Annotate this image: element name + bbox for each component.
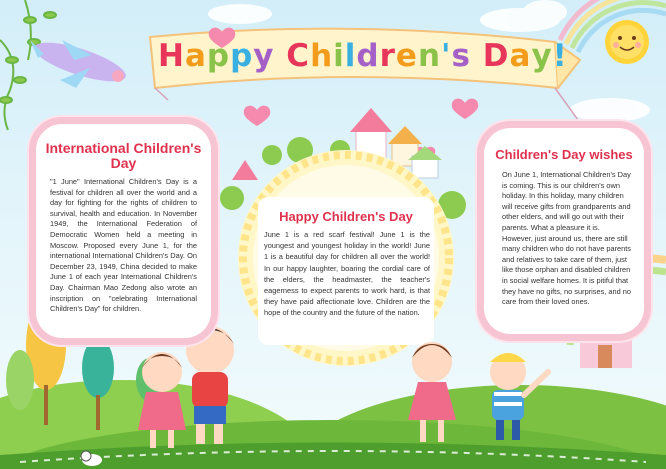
banner-letter: d (356, 38, 380, 74)
banner-letter: ! (552, 38, 568, 74)
vine-decoration (0, 0, 56, 130)
panel-title: Children's Day wishes (495, 147, 633, 162)
banner-letter (471, 38, 483, 74)
banner-letter (275, 38, 287, 74)
childrens-day-wishes-panel (484, 128, 644, 334)
banner-letter: p (206, 38, 231, 74)
panel-title: International Children's Day (45, 140, 202, 171)
banner-title (158, 38, 568, 74)
banner-letter: a (509, 38, 532, 74)
sun-icon (605, 20, 649, 64)
banner-letter: r (379, 38, 396, 74)
banner-letter: l (344, 38, 357, 74)
panel-body: On June 1, International Children's Day is coming. This is our children's own holiday. In this holiday, many children will receive gifts from grandparents and other elders, and will go out with their parents. What a pleasure it is. However, just around us, there are still many children who do not have parents and relatives to take care of them, just like those orphan and disabled children in social welfare homes. It is pitiful that they have no gifts, no surprises, and no care from their loved ones. (502, 170, 632, 307)
international-childrens-day-panel (36, 124, 211, 338)
center-body: June 1 is a red scarf festival! June 1 is the youngest and youngest holiday in the world! June 1 is a beautiful day for children all over the world! In our happy laughter, boaring the cordial care of the elders, the headmaster, the teacher's eagerness to expect parents to work hard, is that they have paid affectionate love. Children are the hope of the country and the future of the nation. (264, 230, 430, 318)
banner-letter: e (395, 38, 418, 74)
banner-letter: H (158, 38, 185, 74)
banner-letter: D (482, 38, 510, 74)
panel-body: "1 June" International Children's Day is a festival for children all over the world and a day for fighting for the rights of children to survival, health and education. In November 1949, the International Federation of Democratic Women held a meeting in Moscow. Proposed every June 1, for the international International Children's Day. On December 23, 1949, China decided to make June 1 of each year International Children's Day. Chairman Mao Zedong also wrote an inscription on "celebrating International Children's Day" for children. (50, 177, 197, 314)
center-title: Happy Children's Day (279, 209, 413, 224)
banner-letter: C (286, 38, 311, 74)
banner-letter: y (531, 38, 553, 74)
airplane-icon (30, 35, 130, 89)
banner-letter: p (230, 38, 254, 74)
banner-letter: ' (441, 38, 452, 74)
banner-letter: i (333, 38, 345, 74)
banner-letter: s (451, 38, 471, 74)
banner-letter: h (310, 38, 334, 74)
banner-letter: y (253, 38, 275, 74)
banner-letter: n (417, 38, 442, 74)
banner-letter: a (184, 38, 207, 74)
